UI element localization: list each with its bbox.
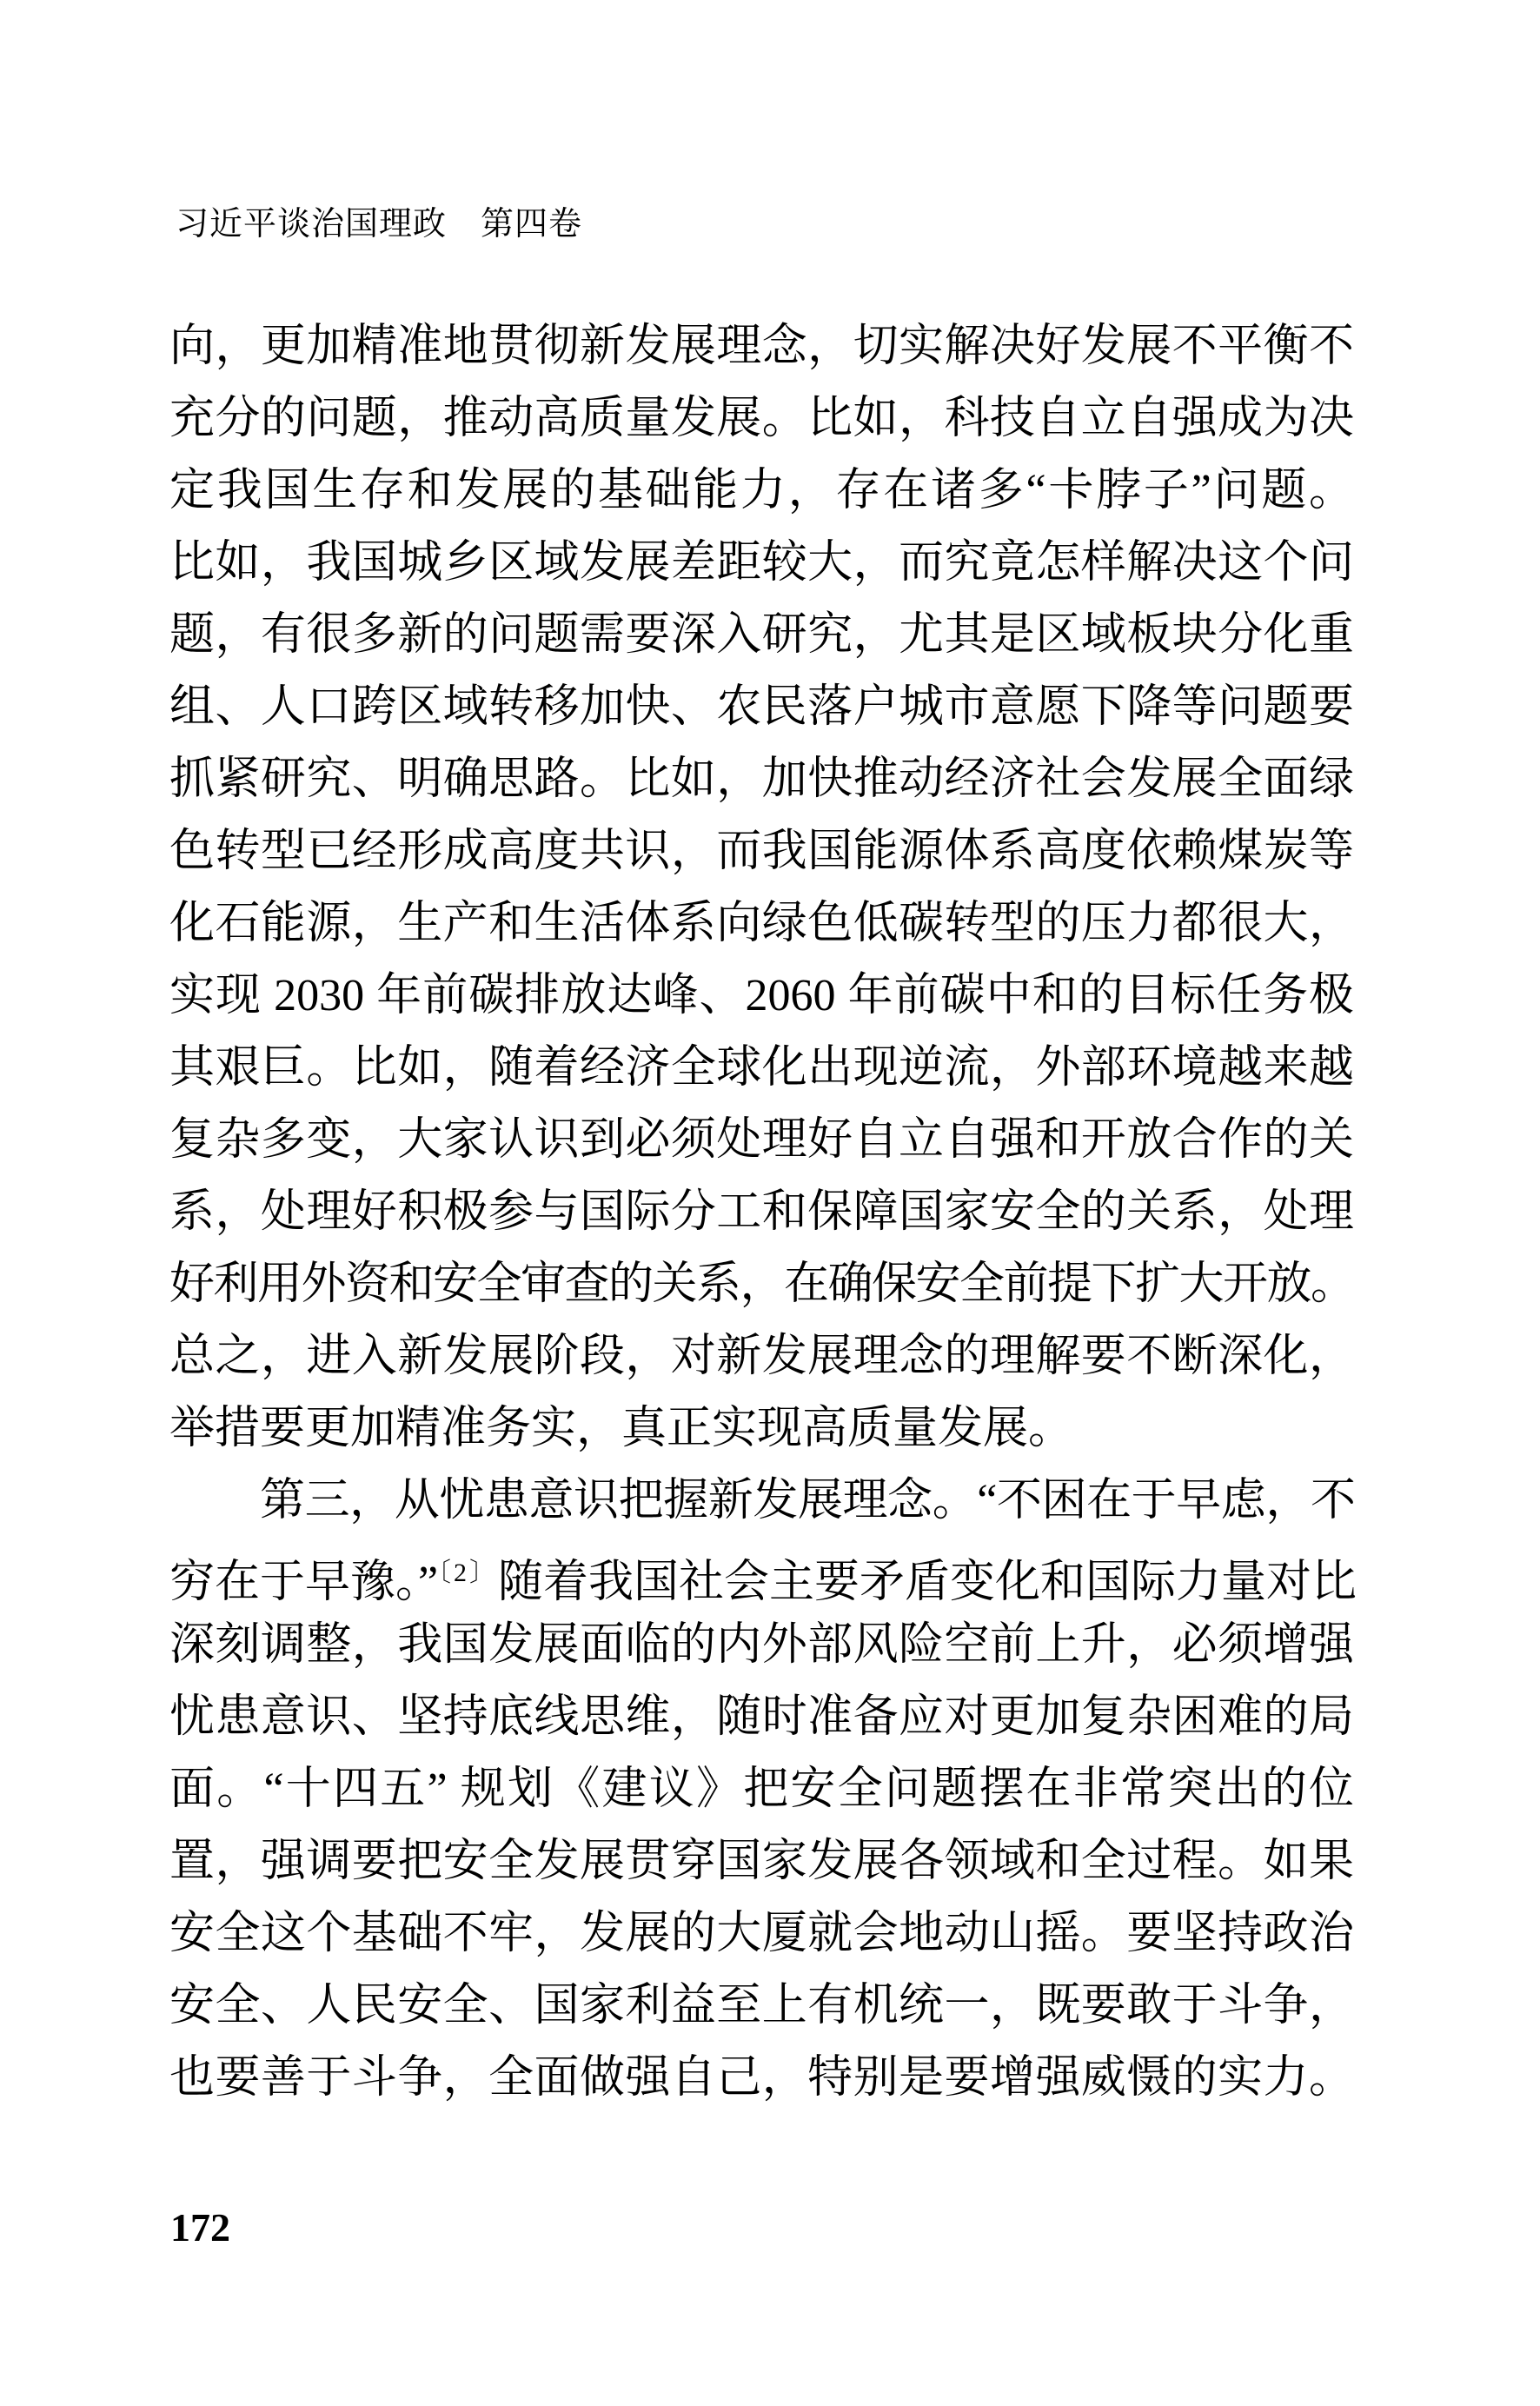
body-line-paragraph-end: 举措要更加精准务实，真正实现高质量发展。: [169, 1404, 1074, 1453]
page-number: 172: [170, 2205, 230, 2250]
body-line-segment: 随着我国社会主要矛盾变化和国际力量对比: [498, 1558, 1354, 1607]
body-line: 总之，进入新发展阶段，对新发展理念的理解要不断深化，: [169, 1332, 1354, 1381]
body-line: 实现 2030 年前碳排放达峰、2060 年前碳中和的目标任务极: [169, 971, 1354, 1020]
body-line: 向，更加精准地贯彻新发展理念，切实解决好发展不平衡不: [169, 322, 1354, 371]
body-line: 充分的问题，推动高质量发展。比如，科技自立自强成为决: [169, 394, 1354, 443]
body-line-segment: 穷在于早豫。”: [169, 1558, 436, 1607]
body-line-with-footnote: [169, 1537, 1354, 1609]
body-line: 复杂多变，大家认识到必须处理好自立自强和开放合作的关: [169, 1115, 1354, 1165]
body-line: 色转型已经形成高度共识，而我国能源体系高度依赖煤炭等: [169, 827, 1354, 876]
running-header-title: 习近平谈治国理政 第四卷: [176, 206, 583, 243]
body-line: 深刻调整，我国发展面临的内外部风险空前上升，必须增强: [169, 1620, 1354, 1670]
footnote-ref-2: 〔2〕: [435, 1559, 499, 1587]
body-line: 好利用外资和安全审查的关系，在确保安全前提下扩大开放。: [169, 1259, 1354, 1309]
body-line: 比如，我国城乡区域发展差距较大，而究竟怎样解决这个问: [169, 538, 1354, 588]
body-line: 抓紧研究、明确思路。比如，加快推动经济社会发展全面绿: [169, 754, 1354, 804]
body-line: 安全这个基础不牢，发展的大厦就会地动山摇。要坚持政治: [169, 1909, 1354, 1958]
body-line: 忧患意识、坚持底线思维，随时准备应对更加复杂困难的局: [169, 1692, 1354, 1742]
body-line: 面。“十四五” 规划《建议》把安全问题摆在非常突出的位: [169, 1765, 1354, 1814]
body-line: 系，处理好积极参与国际分工和保障国家安全的关系，处理: [169, 1187, 1354, 1237]
body-line: 也要善于斗争，全面做强自己，特别是要增强威慑的实力。: [169, 2053, 1354, 2103]
body-line-paragraph-start: 第三，从忧患意识把握新发展理念。“不困在于早虑，不: [260, 1476, 1354, 1525]
body-line: 置，强调要把安全发展贯穿国家发展各领域和全过程。如果: [169, 1837, 1354, 1886]
body-line: 其艰巨。比如，随着经济全球化出现逆流，外部环境越来越: [169, 1043, 1354, 1093]
body-line: 化石能源，生产和生活体系向绿色低碳转型的压力都很大，: [169, 899, 1354, 948]
body-text-block: [169, 310, 1354, 2114]
body-line: 安全、人民安全、国家利益至上有机统一，既要敢于斗争，: [169, 1981, 1354, 2030]
body-line: 组、人口跨区域转移加快、农民落户城市意愿下降等问题要: [169, 682, 1354, 732]
body-line: 定我国生存和发展的基础能力，存在诸多“卡脖子”问题。: [169, 466, 1354, 515]
body-line: 题，有很多新的问题需要深入研究，尤其是区域板块分化重: [169, 610, 1354, 660]
